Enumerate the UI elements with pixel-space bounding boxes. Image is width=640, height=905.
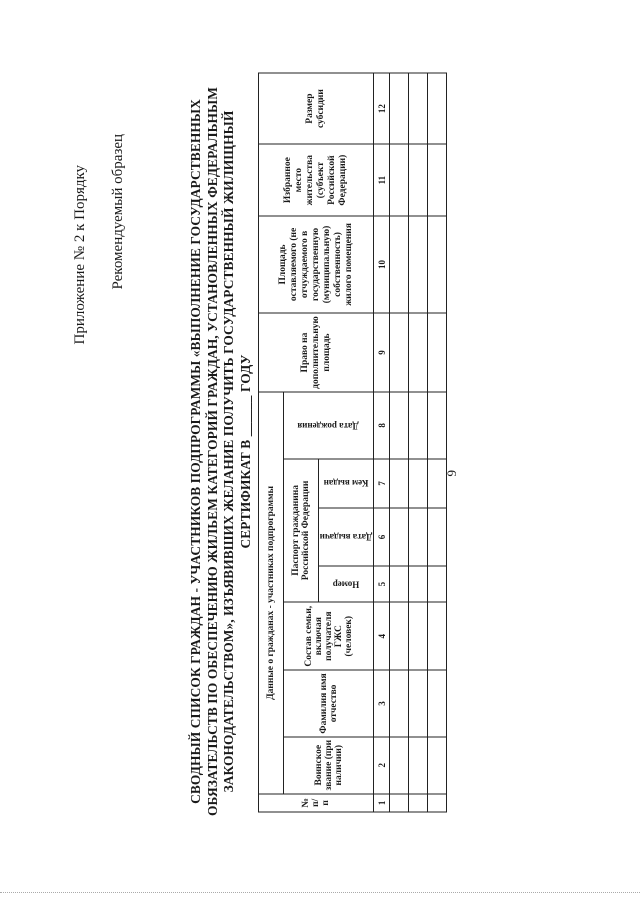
scan-edge-line bbox=[0, 892, 640, 894]
table-cell bbox=[409, 566, 428, 602]
table-cell bbox=[390, 313, 409, 392]
table-cell bbox=[409, 794, 428, 812]
column-number: 6 bbox=[374, 508, 390, 566]
header-group-citizens: Данные о гражданах - участниках подпрограммы bbox=[259, 392, 284, 793]
table-cell bbox=[409, 392, 428, 458]
column-number: 4 bbox=[374, 602, 390, 670]
table-cell bbox=[390, 737, 409, 794]
header-passport-date bbox=[319, 508, 374, 566]
column-number: 5 bbox=[374, 566, 390, 602]
table-cell bbox=[428, 216, 447, 313]
header-left-area: Площадь оставляемого (не отчуждаемого в государственную (муниципальную) собственность) жилого помещения bbox=[259, 216, 374, 313]
table-cell bbox=[390, 73, 409, 144]
table-cell bbox=[428, 602, 447, 670]
table-cell bbox=[428, 392, 447, 458]
table-cell bbox=[409, 670, 428, 737]
table-cell bbox=[428, 459, 447, 509]
table-cell bbox=[390, 144, 409, 216]
title-line: СЕРТИФИКАТ В ______ ГОДУ bbox=[237, 354, 253, 549]
table-cell bbox=[390, 216, 409, 313]
column-number: 7 bbox=[374, 459, 390, 509]
table-cell bbox=[409, 508, 428, 566]
table-cell bbox=[409, 216, 428, 313]
table-cell bbox=[390, 566, 409, 602]
table-cell bbox=[428, 670, 447, 737]
header-passport-date-text: Дата выдачи bbox=[319, 532, 372, 543]
table-cell bbox=[409, 73, 428, 144]
title-line: СВОДНЫЙ СПИСОК ГРАЖДАН - УЧАСТНИКОВ ПОДПРОГРАММЫ «ВЫПОЛНЕНИЕ ГОСУДАРСТВЕННЫХ bbox=[188, 99, 203, 804]
header-name: Фамилия имя отчество bbox=[284, 670, 374, 737]
header-birth-date bbox=[284, 392, 374, 458]
header-rank: Воинское звание (при наличии) bbox=[284, 737, 374, 794]
citizens-table bbox=[258, 73, 447, 813]
column-numbers-row bbox=[374, 73, 390, 812]
table-row bbox=[409, 73, 428, 812]
table-cell bbox=[428, 794, 447, 812]
column-number: 9 bbox=[374, 313, 390, 392]
column-number: 12 bbox=[374, 73, 390, 144]
column-number: 2 bbox=[374, 737, 390, 794]
table-cell bbox=[390, 508, 409, 566]
header-passport-number bbox=[319, 566, 374, 602]
header-passport-issuer-text: Кем выдан bbox=[323, 478, 368, 489]
table-cell bbox=[390, 794, 409, 812]
table-row bbox=[428, 73, 447, 812]
table-cell bbox=[409, 144, 428, 216]
header-birth-date-text: Дата рождения bbox=[297, 420, 359, 431]
title-line: ЗАКОНОДАТЕЛЬСТВОМ», ИЗЪЯВИВШИХ ЖЕЛАНИЕ ПОЛУЧИТЬ ГОСУДАРСТВЕННЫЙ ЖИЛИЩНЫЙ bbox=[221, 110, 236, 793]
table-cell bbox=[409, 737, 428, 794]
header-passport-number-text: Номер bbox=[332, 579, 359, 590]
table-cell bbox=[428, 508, 447, 566]
header-passport-issuer bbox=[319, 459, 374, 509]
table-cell bbox=[390, 602, 409, 670]
column-number: 11 bbox=[374, 144, 390, 216]
table-cell bbox=[409, 313, 428, 392]
header-family: Состав семьи, включая получателя ГЖС (человек) bbox=[284, 602, 374, 670]
table-cell bbox=[428, 566, 447, 602]
table-row bbox=[390, 73, 409, 812]
document-title bbox=[188, 57, 254, 847]
sample-note: Рекомендуемый образец bbox=[110, 133, 126, 290]
header-extra-area: Право на дополнительную площадь bbox=[259, 313, 374, 392]
column-number: 8 bbox=[374, 392, 390, 458]
title-line: ОБЯЗАТЕЛЬСТВ ПО ОБЕСПЕЧЕНИЮ ЖИЛЬЕМ КАТЕГОРИЙ ГРАЖДАН, УСТАНОВЛЕННЫХ ФЕДЕРАЛЬНЫМ bbox=[204, 86, 220, 817]
page-number: 9 bbox=[444, 470, 459, 477]
header-subsidy: Размер субсидии bbox=[259, 73, 374, 144]
table-cell bbox=[428, 313, 447, 392]
column-number: 10 bbox=[374, 216, 390, 313]
header-index: № п/п bbox=[259, 794, 374, 812]
appendix-label: Приложение № 2 к Порядку bbox=[72, 164, 88, 345]
table-cell bbox=[390, 670, 409, 737]
table-cell bbox=[390, 392, 409, 458]
column-number: 3 bbox=[374, 670, 390, 737]
table-cell bbox=[409, 602, 428, 670]
header-passport: Паспорт гражданина Российской Федерации bbox=[284, 459, 319, 603]
blank-rows bbox=[390, 73, 447, 812]
table-cell bbox=[428, 144, 447, 216]
column-number: 1 bbox=[374, 794, 390, 812]
table-cell bbox=[428, 737, 447, 794]
table-cell bbox=[390, 459, 409, 509]
table-cell bbox=[428, 73, 447, 144]
table-cell bbox=[409, 459, 428, 509]
header-residence: Избранное место жительства (субъект Российской Федерации) bbox=[259, 144, 374, 216]
